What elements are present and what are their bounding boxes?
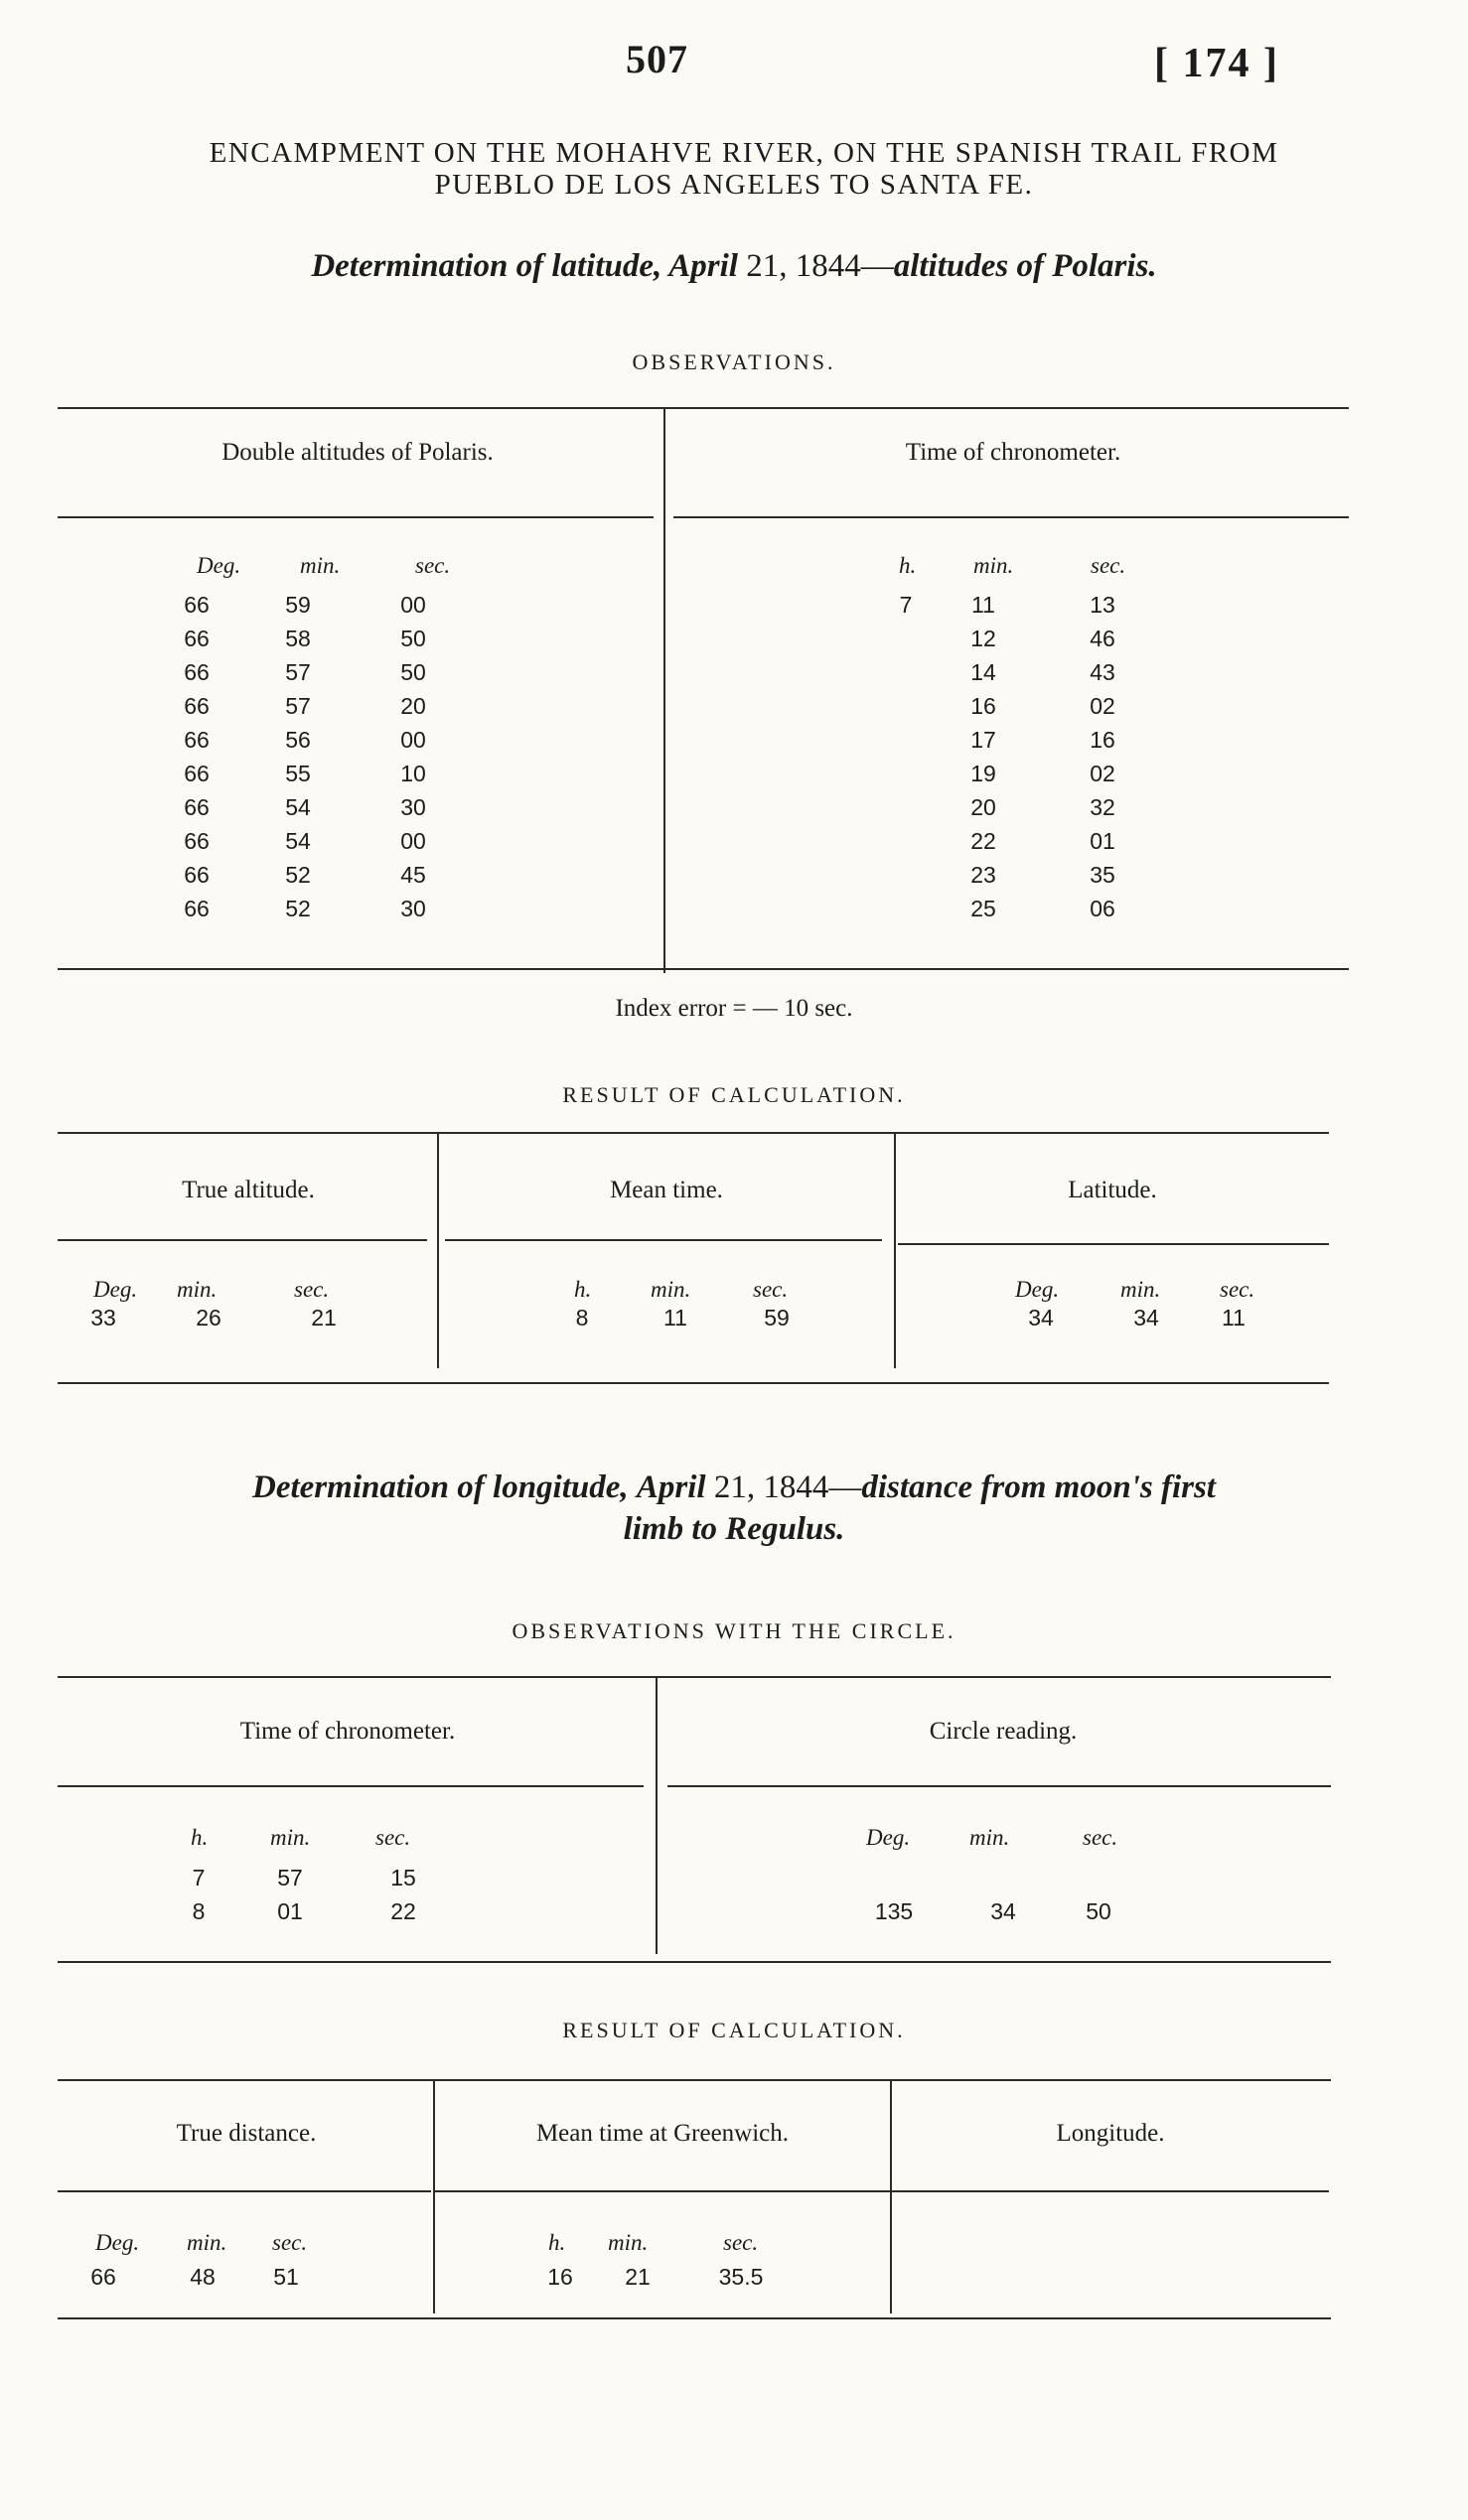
- time-cell: 13: [1090, 592, 1115, 618]
- chronometer-h: 8: [192, 1898, 206, 1924]
- title-line-2: PUEBLO DE LOS ANGELES TO SANTA FE.: [434, 169, 1034, 201]
- time-cell: 02: [1090, 761, 1115, 786]
- time-cell: 35: [1090, 862, 1115, 888]
- altitude-cell: 10: [400, 761, 426, 786]
- true-distance-header: True distance.: [176, 2120, 317, 2147]
- unit-min: min.: [300, 553, 341, 578]
- unit-sec: sec.: [1083, 1825, 1118, 1850]
- altitude-cell: 66: [184, 761, 210, 786]
- altitude-cell: 54: [285, 794, 311, 820]
- greenwich-time-sec: 35.5: [718, 2264, 764, 2290]
- altitude-cell: 20: [400, 693, 426, 719]
- unit-min: min.: [270, 1825, 311, 1850]
- table-rule: [58, 2079, 1331, 2081]
- table-divider: [433, 2079, 435, 2313]
- longitude-subtitle-part-f: Regulus.: [725, 1511, 845, 1547]
- greenwich-time-min: 21: [625, 2264, 651, 2290]
- altitude-cell: 52: [285, 862, 311, 888]
- table-divider: [663, 407, 665, 973]
- unit-h: h.: [191, 1825, 209, 1850]
- time-cell: 16: [970, 693, 996, 719]
- page-number: 507: [626, 37, 688, 81]
- circle-deg: 135: [874, 1898, 914, 1924]
- altitude-cell: 66: [184, 727, 210, 753]
- altitude-cell: 50: [400, 659, 426, 685]
- altitude-cell: 56: [285, 727, 311, 753]
- chronometer-sec: 22: [390, 1898, 416, 1924]
- time-cell: 02: [1090, 693, 1115, 719]
- unit-h: h.: [899, 553, 917, 578]
- altitude-cell: 66: [184, 626, 210, 651]
- longitude-subtitle-part-c: 21, 1844—: [713, 1470, 862, 1505]
- longitude-subtitle-part-b: April: [636, 1470, 706, 1505]
- altitude-cell: 50: [400, 626, 426, 651]
- table-divider: [656, 1676, 658, 1954]
- time-cell: 01: [1090, 828, 1115, 854]
- chronometer-time-header: Time of chronometer.: [905, 439, 1121, 466]
- time-cell: 14: [970, 659, 996, 685]
- table-rule: [58, 1785, 644, 1787]
- altitude-cell: 66: [184, 794, 210, 820]
- latitude-min: 34: [1133, 1305, 1159, 1330]
- altitude-cell: 30: [400, 794, 426, 820]
- table-rule: [673, 516, 1349, 518]
- unit-sec: sec.: [272, 2230, 308, 2255]
- altitude-cell: 45: [400, 862, 426, 888]
- polaris-altitudes-header: Double altitudes of Polaris.: [221, 439, 494, 466]
- time-cell: 43: [1090, 659, 1115, 685]
- latitude-observations-label: OBSERVATIONS.: [632, 350, 836, 374]
- table-rule: [58, 1676, 1331, 1678]
- unit-sec: sec.: [723, 2230, 759, 2255]
- latitude-subtitle-part-a: Determination of latitude, April: [311, 248, 738, 284]
- latitude-subtitle: [0, 246, 1468, 286]
- longitude-header: Longitude.: [1056, 2120, 1165, 2147]
- altitude-cell: 66: [184, 592, 210, 618]
- altitude-cell: 52: [285, 896, 311, 921]
- table-rule: [58, 1382, 1329, 1384]
- unit-sec: sec.: [1220, 1277, 1255, 1302]
- circle-reading-header: Circle reading.: [929, 1718, 1078, 1745]
- time-cell: 17: [970, 727, 996, 753]
- altitude-cell: 66: [184, 659, 210, 685]
- table-rule: [58, 516, 654, 518]
- chronometer-sec: 15: [390, 1865, 416, 1890]
- true-distance-sec: 51: [273, 2264, 299, 2290]
- altitude-cell: 66: [184, 862, 210, 888]
- unit-deg: Deg.: [866, 1825, 911, 1850]
- longitude-result-label: RESULT OF CALCULATION.: [562, 2018, 906, 2042]
- table-rule: [58, 407, 1349, 409]
- time-cell: 16: [1090, 727, 1115, 753]
- greenwich-time-h: 16: [547, 2264, 573, 2290]
- unit-deg: Deg.: [197, 553, 241, 578]
- time-cell: 32: [1090, 794, 1115, 820]
- table-rule: [435, 2190, 890, 2192]
- longitude-observations-label: OBSERVATIONS WITH THE CIRCLE.: [512, 1618, 956, 1643]
- table-divider: [437, 1132, 439, 1368]
- table-rule: [58, 1961, 1331, 1963]
- altitude-cell: 59: [285, 592, 311, 618]
- latitude-result-label: RESULT OF CALCULATION.: [562, 1082, 906, 1107]
- altitude-cell: 55: [285, 761, 311, 786]
- longitude-subtitle-line2: [0, 1509, 1468, 1549]
- latitude-header: Latitude.: [1068, 1177, 1157, 1203]
- table-rule: [58, 1239, 427, 1241]
- table-divider: [890, 2079, 892, 2313]
- document-number: [ 174 ]: [1154, 41, 1279, 86]
- table-rule: [58, 968, 1349, 970]
- table-divider: [894, 1132, 896, 1368]
- altitude-cell: 58: [285, 626, 311, 651]
- unit-min: min.: [177, 1277, 218, 1302]
- altitude-cell: 66: [184, 693, 210, 719]
- table-rule: [445, 1239, 882, 1241]
- unit-h: h.: [548, 2230, 566, 2255]
- latitude-subtitle-part-b: 21, 1844—: [746, 248, 894, 284]
- table-rule: [58, 2190, 431, 2192]
- unit-h: h.: [574, 1277, 592, 1302]
- circle-sec: 50: [1086, 1898, 1111, 1924]
- table-rule: [898, 1243, 1329, 1245]
- longitude-subtitle-part-d: distance from moon's first: [861, 1470, 1216, 1505]
- true-altitude-min: 26: [196, 1305, 221, 1330]
- unit-sec: sec.: [753, 1277, 789, 1302]
- unit-min: min.: [969, 1825, 1010, 1850]
- unit-deg: Deg.: [93, 1277, 138, 1302]
- chronometer-min: 01: [277, 1898, 303, 1924]
- time-cell: 20: [970, 794, 996, 820]
- true-distance-min: 48: [190, 2264, 216, 2290]
- unit-min: min.: [651, 1277, 691, 1302]
- true-altitude-header: True altitude.: [182, 1177, 315, 1203]
- table-rule: [892, 2190, 1329, 2192]
- unit-sec: sec.: [1091, 553, 1126, 578]
- mean-time-min: 11: [663, 1305, 687, 1330]
- table-rule: [667, 1785, 1331, 1787]
- table-rule: [58, 2317, 1331, 2319]
- longitude-subtitle-part-a: Determination of longitude,: [252, 1470, 629, 1505]
- unit-sec: sec.: [415, 553, 451, 578]
- time-cell: 7: [899, 592, 913, 618]
- time-cell: 25: [970, 896, 996, 921]
- table-rule: [58, 1132, 1329, 1134]
- chronometer-time-header: Time of chronometer.: [239, 1718, 456, 1745]
- time-cell: 06: [1090, 896, 1115, 921]
- time-cell: 19: [970, 761, 996, 786]
- true-altitude-sec: 21: [311, 1305, 337, 1330]
- title-line-1: ENCAMPMENT ON THE MOHAHVE RIVER, ON THE SPANISH TRAIL FROM: [209, 137, 1279, 169]
- time-cell: 22: [970, 828, 996, 854]
- time-cell: 23: [970, 862, 996, 888]
- true-altitude-deg: 33: [90, 1305, 116, 1330]
- latitude-subtitle-part-d: Polaris.: [1052, 248, 1157, 284]
- altitude-cell: 57: [285, 659, 311, 685]
- unit-deg: Deg.: [95, 2230, 140, 2255]
- mean-time-header: Mean time.: [610, 1177, 723, 1203]
- latitude-deg: 34: [1028, 1305, 1054, 1330]
- unit-min: min.: [1120, 1277, 1161, 1302]
- altitude-cell: 30: [400, 896, 426, 921]
- circle-min: 34: [990, 1898, 1016, 1924]
- unit-sec: sec.: [294, 1277, 330, 1302]
- greenwich-time-header: Mean time at Greenwich.: [535, 2120, 790, 2147]
- chronometer-min: 57: [277, 1865, 303, 1890]
- true-distance-deg: 66: [90, 2264, 116, 2290]
- altitude-cell: 00: [400, 727, 426, 753]
- altitude-cell: 57: [285, 693, 311, 719]
- latitude-subtitle-part-c: altitudes of: [893, 248, 1044, 284]
- unit-min: min.: [973, 553, 1014, 578]
- unit-min: min.: [187, 2230, 227, 2255]
- mean-time-h: 8: [575, 1305, 589, 1330]
- unit-deg: Deg.: [1015, 1277, 1060, 1302]
- unit-sec: sec.: [375, 1825, 411, 1850]
- altitude-cell: 66: [184, 828, 210, 854]
- altitude-cell: 66: [184, 896, 210, 921]
- altitude-cell: 00: [400, 592, 426, 618]
- unit-min: min.: [608, 2230, 649, 2255]
- time-cell: 11: [971, 592, 995, 618]
- mean-time-sec: 59: [764, 1305, 790, 1330]
- chronometer-h: 7: [192, 1865, 206, 1890]
- altitude-cell: 54: [285, 828, 311, 854]
- longitude-subtitle: [0, 1468, 1468, 1507]
- latitude-sec: 11: [1222, 1305, 1246, 1330]
- altitude-cell: 00: [400, 828, 426, 854]
- time-cell: 12: [970, 626, 996, 651]
- time-cell: 46: [1090, 626, 1115, 651]
- longitude-subtitle-part-e: limb to: [623, 1511, 718, 1547]
- index-error-note: Index error = — 10 sec.: [615, 995, 853, 1022]
